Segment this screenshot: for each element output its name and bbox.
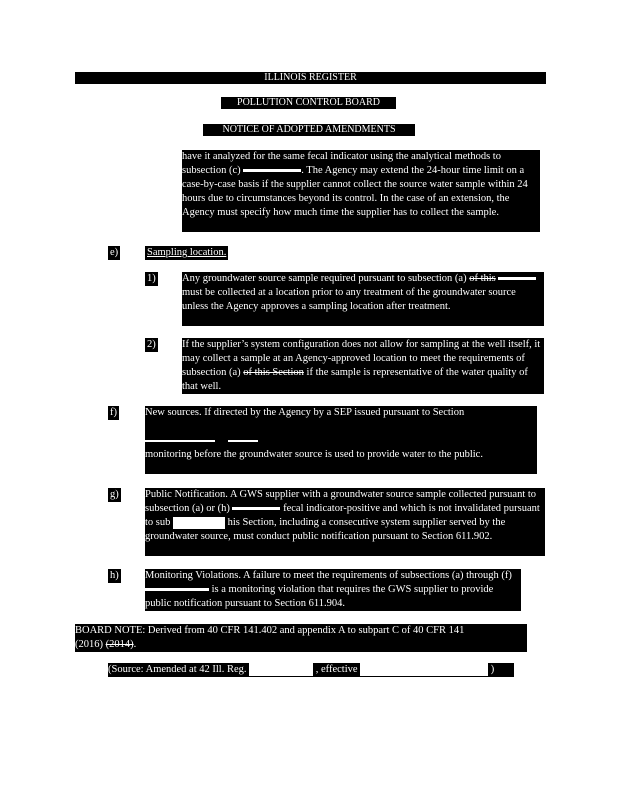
- item-e1-label: 1): [147, 273, 156, 284]
- register-title: ILLINOIS REGISTER: [75, 72, 546, 84]
- redaction-mark: [498, 277, 536, 280]
- redaction-mark: [243, 169, 301, 172]
- f-line-2: 611.110, a GWS supplier that places a new groundwater source into service must: [145, 421, 486, 432]
- subsection-e-label: e): [110, 247, 119, 258]
- intro-text-3: . The Agency may extend the 24-hour time limit on a case-by-case basis if the supplier cannot collect the source water sample within 24 hours due to circumstances beyond its control. In the case of an extension, the Agency must specify how much time the supplier has to collect the sample.: [182, 165, 528, 218]
- board-title: POLLUTION CONTROL BOARD: [221, 97, 396, 109]
- subsection-g-label: g): [110, 489, 119, 500]
- redaction-mark: [232, 507, 280, 510]
- subsection-h-label: h): [110, 570, 119, 581]
- f-line-4: monitoring before the groundwater source is used to provide water to the public.: [145, 449, 483, 460]
- source-line: (Source: Amended at 42 Ill. Reg. , effective ): [108, 663, 514, 677]
- subsection-f-label: f): [110, 407, 117, 418]
- notice-title: NOTICE OF ADOPTED AMENDMENTS: [203, 124, 415, 136]
- item-e2-text: If the supplier’s system configuration does not allow for sampling at the well itself, it may collect a sample at an Agency-approved location to meet the requirements of subsection (a) of this Section if the sample is representative of the water quality of that well.: [182, 338, 544, 394]
- intro-text-1: have it analyzed for the same fecal indicator using the analytical methods: [182, 151, 491, 162]
- subsection-h-text: Monitoring Violations. A failure to meet the requirements of subsections (a) through (f) is a monitoring violation that requires the GWS supplier to provide public notification pursuant to Section 611.904.: [145, 569, 521, 611]
- intro-text-2: to subsection (c): [182, 151, 501, 176]
- board-note: BOARD NOTE: Derived from 40 CFR 141.402 and appendix A to subpart C of 40 CFR 141 (2016) (2014).: [75, 624, 527, 652]
- redaction-mark: [173, 517, 225, 529]
- subsection-f-text: [145, 406, 537, 474]
- item-e1-text: Any groundwater source sample required pursuant to subsection (a) of this must be collected at a location prior to any treatment of the groundwater source unless the Agency approves a sampling location after treatment.: [182, 272, 544, 326]
- source-blank-effective: [360, 663, 488, 676]
- f-line-1: New sources. If directed by the Agency by a SEP issued pursuant to Section: [145, 407, 465, 418]
- intro-paragraph: [182, 150, 540, 232]
- subsection-g-text: Public Notification. A GWS supplier with a groundwater source sample collected pursuant to subsection (a) or (h) fecal indicator-positive and which is not invalidated pursuant to sub his Section, including a consecutive system supplier served by the groundwater source, must conduct public notification pursuant to Section 611.902.: [145, 488, 545, 556]
- subsection-e-title: Sampling location.: [147, 247, 227, 258]
- f-redacted-line: [145, 434, 537, 448]
- source-blank-date: [249, 663, 313, 676]
- item-e2-label: 2): [147, 339, 156, 350]
- redaction-mark: [145, 588, 209, 591]
